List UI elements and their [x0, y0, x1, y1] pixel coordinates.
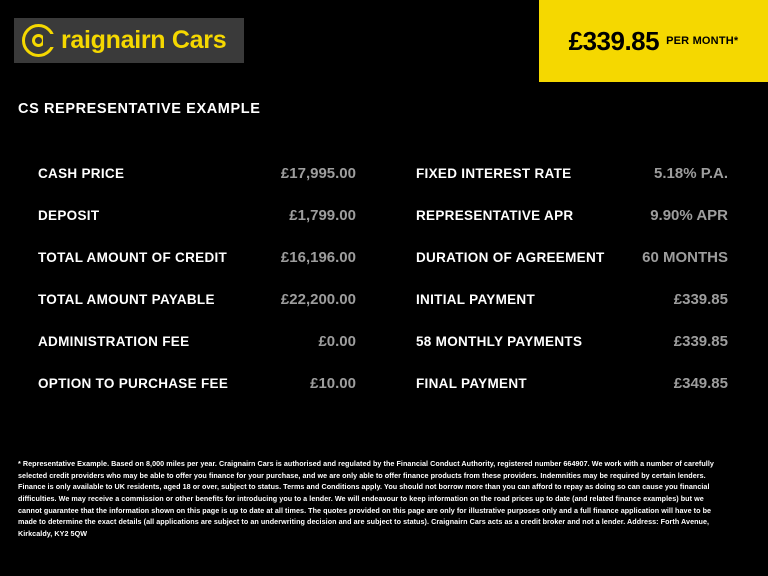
- finance-details-table: [0, 165, 768, 417]
- table-row: [416, 333, 728, 375]
- row-label: OPTION TO PURCHASE FEE: [38, 376, 229, 391]
- row-value: £16,196.00: [280, 249, 356, 266]
- price-amount: £339.85: [568, 25, 660, 56]
- brand-name: raignairn Cars: [61, 26, 227, 54]
- row-value: £349.85: [673, 375, 728, 392]
- row-label: TOTAL AMOUNT OF CREDIT: [38, 250, 228, 265]
- row-label: TOTAL AMOUNT PAYABLE: [38, 292, 215, 307]
- row-label: ADMINISTRATION FEE: [38, 334, 190, 349]
- row-value: 60 MONTHS: [642, 249, 728, 266]
- row-value: £339.85: [673, 333, 728, 350]
- row-value: £339.85: [673, 291, 728, 308]
- table-row: [38, 333, 356, 375]
- brand-logo[interactable]: [14, 18, 244, 63]
- page-header: [0, 0, 768, 82]
- row-label: INITIAL PAYMENT: [416, 292, 536, 307]
- row-value: 5.18% P.A.: [654, 165, 728, 182]
- table-row: [38, 291, 356, 333]
- table-row: [38, 207, 356, 249]
- finance-column-left: [0, 165, 384, 417]
- circle-c-logo-icon: [22, 24, 55, 57]
- table-row: [416, 249, 728, 291]
- row-label: CASH PRICE: [38, 166, 125, 181]
- table-row: [38, 249, 356, 291]
- row-value: £1,799.00: [289, 207, 356, 224]
- table-row: [416, 375, 728, 417]
- row-value: £0.00: [318, 333, 356, 350]
- row-label: DURATION OF AGREEMENT: [416, 250, 605, 265]
- row-value: 9.90% APR: [650, 207, 728, 224]
- row-label: 58 MONTHLY PAYMENTS: [416, 334, 583, 349]
- representative-example-footnote: * Representative Example. Based on 8,000 miles per year. Craignairn Cars is authorised and regulated by the Financial Conduct Authority, registered number 664907. We work with a number of carefully selected credit providers who may be able to offer you finance for your purchase, and we are only able to offer finance products from these providers. Indemnities may be required by certain lenders. Finance is only available to UK residents, aged 18 or over, subject to status. Terms and Conditions apply. You should not borrow more than you can afford to repay as doing so can cause you financial difficulties. We may receive a commission or other benefits for introducing you to a lender. We will endeavour to keep information on the road prices up to date (and related finance examples) but we cannot guarantee that the information shown on this page is up to date at all times. The quotes provided on this page are only for illustrative purposes only and a full finance application will have to be made to determine the exact details (all applications are subject to an underwriting decision and are subject to status). Craignairn Cars acts as a credit broker and not a lender. Address: Forth Avenue, Kirkcaldy, KY2 5QW: [18, 459, 714, 538]
- row-label: FIXED INTEREST RATE: [416, 166, 572, 181]
- table-row: [416, 291, 728, 333]
- row-label: DEPOSIT: [38, 208, 100, 223]
- table-row: [38, 165, 356, 207]
- table-row: [38, 375, 356, 417]
- table-row: [416, 207, 728, 249]
- price-period-label: PER MONTH*: [666, 35, 739, 47]
- finance-column-right: [384, 165, 768, 417]
- monthly-price-badge: [539, 0, 768, 82]
- row-value: £17,995.00: [280, 165, 356, 182]
- page-title: CS REPRESENTATIVE EXAMPLE: [18, 101, 261, 117]
- row-value: £22,200.00: [280, 291, 356, 308]
- table-row: [416, 165, 728, 207]
- row-label: REPRESENTATIVE APR: [416, 208, 574, 223]
- row-label: FINAL PAYMENT: [416, 376, 527, 391]
- row-value: £10.00: [310, 375, 356, 392]
